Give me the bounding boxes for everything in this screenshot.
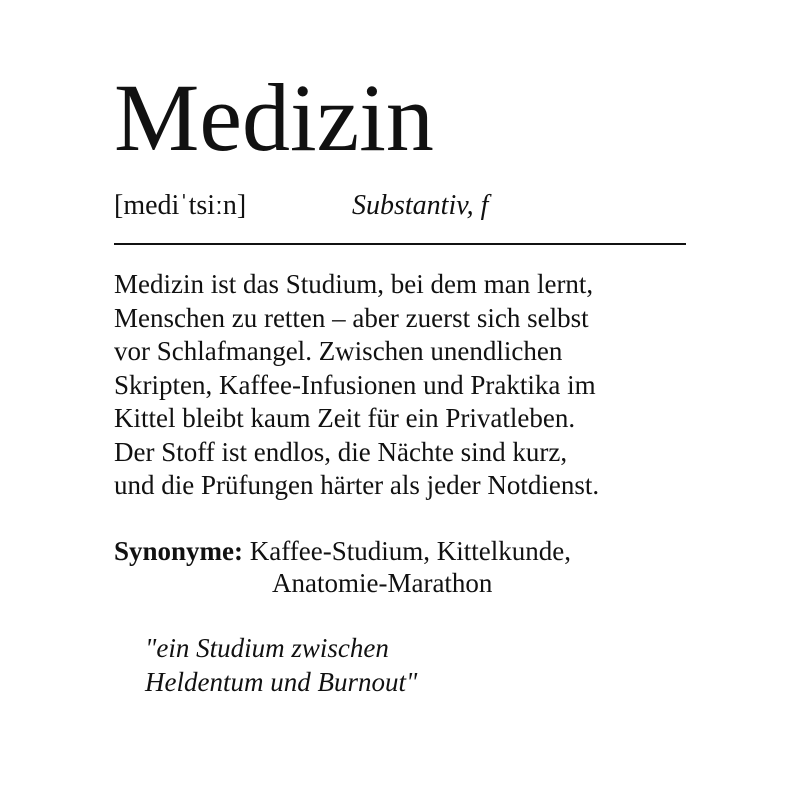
headword: Medizin	[114, 64, 434, 171]
definition-line: Medizin ist das Studium, bei dem man lernt,	[114, 269, 594, 299]
definition-line: Kittel bleibt kaum Zeit für ein Privatleben.	[114, 403, 576, 433]
quote-line: Heldentum und Burnout"	[145, 667, 418, 697]
example-quote	[145, 631, 417, 699]
definition-line: vor Schlafmangel. Zwischen unendlichen	[114, 336, 563, 366]
pronunciation: [mediˈtsiːn]	[114, 190, 247, 221]
definition-line: und die Prüfungen härter als jeder Notdienst.	[114, 470, 600, 500]
synonyms-label: Synonyme:	[114, 536, 244, 566]
definition-line: Menschen zu retten – aber zuerst sich selbst	[114, 302, 589, 333]
synonyms-list-first: Kaffee-Studium, Kittelkunde,	[249, 536, 571, 566]
definition-line: Skripten, Kaffee-Infusionen und Praktika im	[114, 369, 596, 400]
divider-rule	[114, 243, 686, 245]
part-of-speech: Substantiv, f	[352, 190, 489, 221]
quote-line: "ein Studium zwischen	[145, 633, 389, 663]
definition-text	[114, 268, 714, 503]
definition-line: Der Stoff ist endlos, die Nächte sind kurz,	[114, 436, 568, 467]
synonyms	[114, 535, 571, 568]
synonyms-list-second: Anatomie-Marathon	[272, 568, 493, 598]
